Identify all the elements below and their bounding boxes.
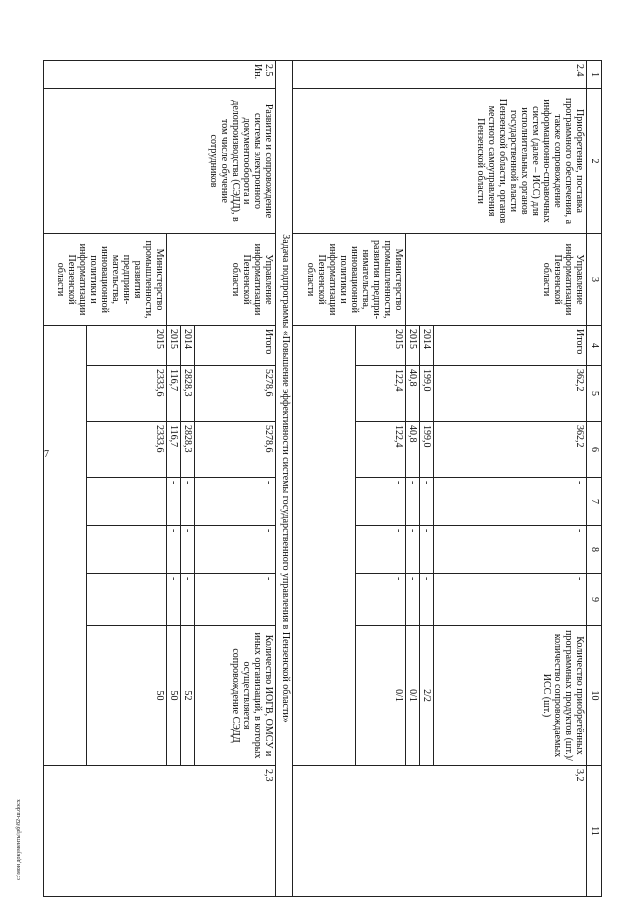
year-cell: 2015 [167, 326, 181, 366]
section-title: Задача подпрограммы «Повышение эффективности системы государственного управления в Пензенской области» [276, 61, 293, 897]
year-cell: 2014 [181, 326, 195, 366]
header-cell: 8 [587, 526, 602, 574]
year-cell: 2014 [420, 326, 434, 366]
amount-cell: 199,0 [420, 422, 434, 478]
amount-cell: 362,2 [434, 422, 587, 478]
dash-cell: - [420, 478, 434, 526]
measure-description: Приобретение, поставка программного обеспечения, а также сопровождение информационно-справочных систем (далее – ИСС) для исполнительных органов государственной власти Пензенской области, органов местного самоуправления Пензенской области [293, 89, 587, 234]
dash-cell: - [420, 526, 434, 574]
dash-cell [87, 478, 167, 526]
header-cell: 11 [587, 766, 602, 897]
amount-cell: 5278,6 [195, 366, 276, 422]
indicator-value: 50 [167, 626, 181, 766]
dash-cell: - [434, 574, 587, 626]
dash-cell: - [356, 526, 406, 574]
target-cell: 2,3 [44, 766, 276, 897]
header-cell: 5 [587, 366, 602, 422]
amount-cell: 2828,3 [181, 422, 195, 478]
year-cell: 2015 [406, 326, 420, 366]
amount-cell: 122,4 [356, 366, 406, 422]
footer-path: c:\мои документы\рб\82-ш.docx [16, 799, 22, 880]
year-cell: 2015 [356, 326, 406, 366]
dash-cell: - [167, 526, 181, 574]
amount-cell: 2828,3 [181, 366, 195, 422]
year-cell: 2015 [87, 326, 167, 366]
amount-cell: 362,2 [434, 366, 587, 422]
target-cell: 3,2 [293, 766, 587, 897]
indicator-value: 0/1 [356, 626, 406, 766]
dash-cell: - [181, 478, 195, 526]
amount-cell: 2333,6 [87, 366, 167, 422]
header-cell: 2 [587, 89, 602, 234]
amount-cell: 116,7 [167, 422, 181, 478]
header-row [587, 61, 602, 897]
indicator-value: 52 [181, 626, 195, 766]
amount-cell: 199,0 [420, 366, 434, 422]
dash-cell: - [406, 478, 420, 526]
amount-cell: 5278,6 [195, 422, 276, 478]
header-cell: 9 [587, 574, 602, 626]
page-number: 7 [44, 449, 49, 460]
empty-cell [44, 326, 87, 766]
executor: Министерство промышленности, развития предприни-мательства, инновационной политики и информатизации Пензенской области [44, 234, 167, 326]
section-row [276, 61, 293, 897]
row-number: 2.4 [293, 61, 587, 89]
row-number-note: Ин. [252, 64, 263, 80]
header-cell: 7 [587, 478, 602, 526]
indicator-value: 2/2 [420, 626, 434, 766]
rotated-table-container [55, 60, 602, 896]
amount-cell: 2333,6 [87, 422, 167, 478]
dash-cell: - [167, 478, 181, 526]
dash-cell: - [356, 478, 406, 526]
executor: Управление информатизации Пензенской области [406, 234, 587, 326]
table-row [195, 61, 276, 897]
dash-cell: - [181, 574, 195, 626]
amount-cell: 40,8 [406, 422, 420, 478]
amount-cell: 122,4 [356, 422, 406, 478]
row-number-value: 2.5 [263, 64, 274, 77]
program-table [43, 60, 602, 897]
dash-cell: - [356, 574, 406, 626]
empty-cell [293, 326, 356, 766]
measure-description: Развитие и сопровождение системы электронного документооборота и делопроизводства (СЭДД), в том числе обучение сотрудников [44, 89, 276, 234]
dash-cell: - [181, 526, 195, 574]
executor: Министерство промышленности, развития предпри-нимательства, инновационной политики и информатизации Пензенской области [293, 234, 406, 326]
indicator-value: 0/1 [406, 626, 420, 766]
table-row [434, 61, 587, 897]
dash-cell: - [195, 574, 276, 626]
dash-cell: - [406, 574, 420, 626]
indicator-cell: Количество ИОГВ, ОМСУ и иных организаций, в которых осуществляется сопровождение СЭДД [195, 626, 276, 766]
header-cell: 6 [587, 422, 602, 478]
amount-cell: 40,8 [406, 366, 420, 422]
header-cell: 4 [587, 326, 602, 366]
dash-cell [87, 526, 167, 574]
header-cell: 10 [587, 626, 602, 766]
indicator-value: 50 [87, 626, 167, 766]
header-cell: 1 [587, 61, 602, 89]
header-cell: 3 [587, 234, 602, 326]
dash-cell: - [195, 526, 276, 574]
amount-cell: 116,7 [167, 366, 181, 422]
indicator-cell: Количество приобретённых программных продуктов (шт.)/ количество сопровождаемых ИСС (шт.) [434, 626, 587, 766]
row-number [44, 61, 276, 89]
year-cell: Итого [195, 326, 276, 366]
dash-cell: - [434, 526, 587, 574]
dash-cell: - [406, 526, 420, 574]
year-cell: Итого [434, 326, 587, 366]
executor: Управление информатизации Пензенской области [167, 234, 276, 326]
dash-cell: - [420, 574, 434, 626]
dash-cell: - [434, 478, 587, 526]
dash-cell: - [195, 478, 276, 526]
dash-cell [87, 574, 167, 626]
dash-cell: - [167, 574, 181, 626]
